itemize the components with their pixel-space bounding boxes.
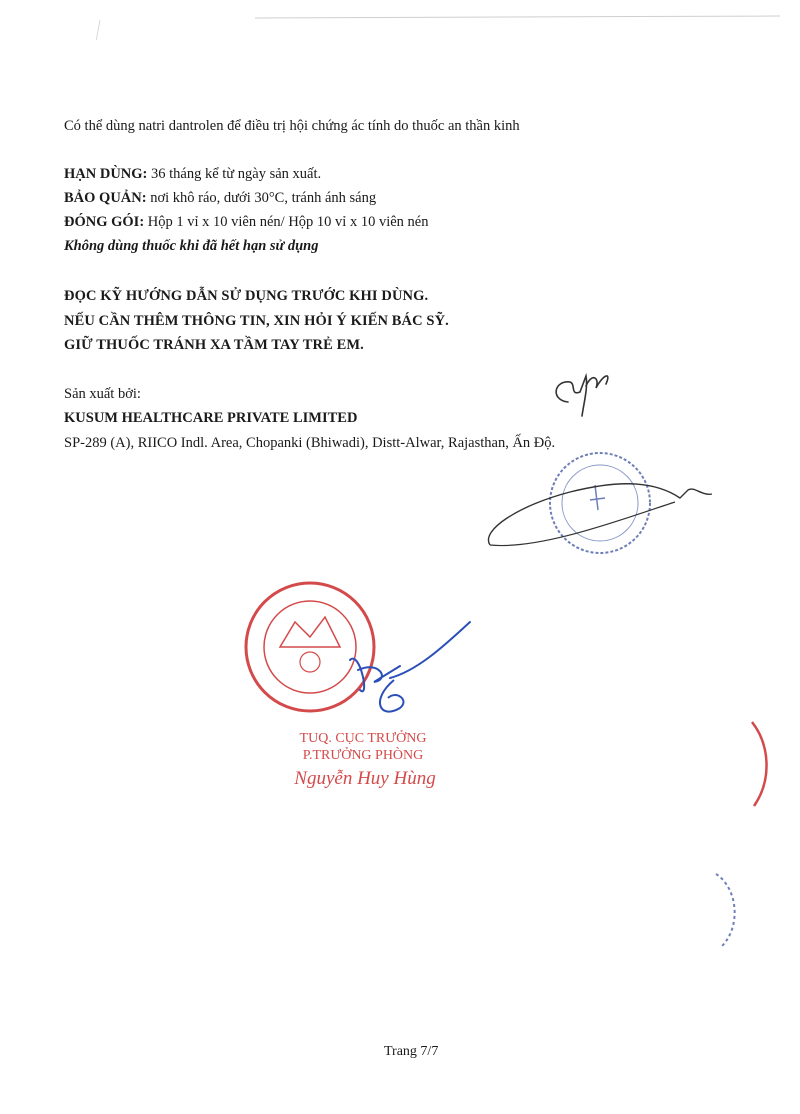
manufacturer-name: KUSUM HEALTHCARE PRIVATE LIMITED (64, 410, 358, 426)
approver-name: Nguyễn Huy Hùng (294, 768, 436, 789)
packaging-value: Hộp 1 vỉ x 10 viên nén/ Hộp 10 vỉ x 10 viên nén (147, 214, 429, 230)
director-signature (330, 620, 480, 730)
shelf-life-line (64, 166, 321, 183)
approval-title-2: P.TRƯỞNG PHÒNG (302, 748, 424, 763)
warning-ask-doctor: NẾU CẦN THÊM THÔNG TIN, XIN HỎI Ý KIẾN BÁC SỸ. (64, 313, 449, 329)
manufacturer-address: SP-289 (A), RIICO Indl. Area, Chopanki (Bhiwadi), Distt-Alwar, Rajasthan, Ấn Độ. (64, 435, 556, 451)
company-stamp (480, 450, 740, 560)
shelf-life-label: HẠN DÙNG: (64, 166, 148, 182)
edge-seal-red (748, 720, 788, 810)
expiry-warning: Không dùng thuốc khi đã hết hạn sử dụng (64, 238, 319, 254)
storage-line (64, 190, 376, 207)
scan-line (0, 0, 800, 40)
packaging-label: ĐÓNG GÓI: (64, 214, 145, 230)
packaging-line (64, 214, 429, 231)
page-number: Trang 7/7 (384, 1044, 439, 1059)
approval-title-1: TUQ. CỤC TRƯỞNG (299, 731, 427, 746)
storage-value: nơi khô ráo, dưới 30°C, tránh ánh sáng (150, 190, 377, 206)
manufacturer-label: Sản xuất bởi: (64, 386, 141, 402)
warning-keep-away-children: GIỮ THUỐC TRÁNH XA TẦM TAY TRẺ EM. (64, 337, 364, 353)
intro-text: Có thể dùng natri dantrolen để điều trị hội chứng ác tính do thuốc an thần kinh (64, 118, 520, 134)
warning-read-instructions: ĐỌC KỸ HƯỚNG DẪN SỬ DỤNG TRƯỚC KHI DÙNG. (64, 288, 429, 304)
edge-seal-blue (708, 868, 748, 958)
storage-label: BẢO QUẢN: (64, 190, 147, 206)
shelf-life-value: 36 tháng kể từ ngày sản xuất. (151, 166, 322, 182)
initial-signature (540, 362, 630, 422)
